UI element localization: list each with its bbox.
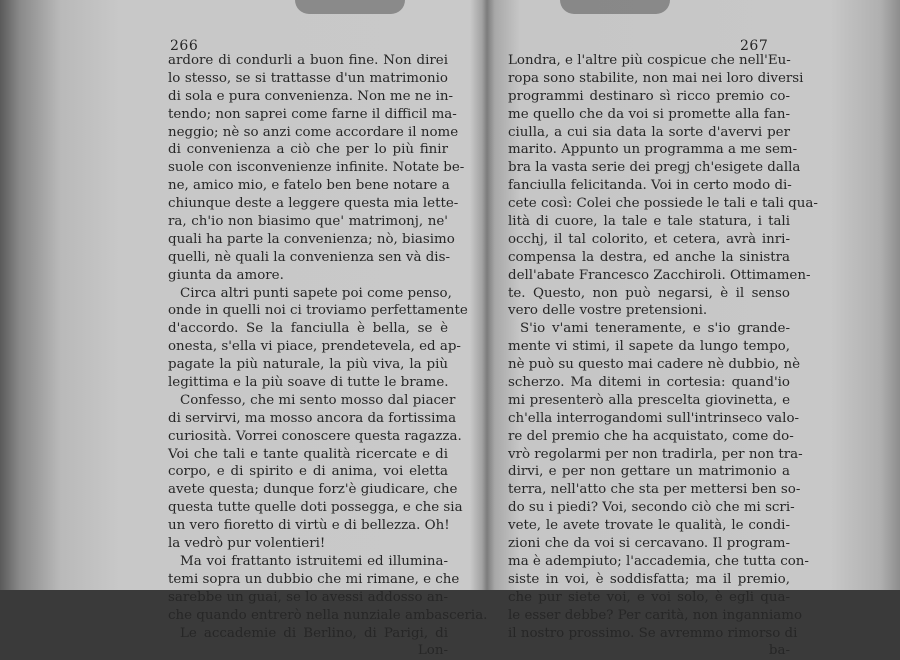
text-line: re del premio che ha acquistato, come do- (508, 428, 794, 444)
text-line: Voi che tali e tante qualità ricercate e di (168, 446, 448, 462)
text-line: vete, le avete trovate le qualità, le condi- (508, 518, 790, 534)
text-line: che quando entrerò nella nunziale ambasceria. (168, 607, 488, 623)
text-line: Le accademie di Berlino, di Parigi, di (180, 625, 448, 641)
text-line: zioni che da voi si cercavano. Il program- (508, 536, 790, 552)
text-line: corpo, e di spirito e di anima, voi eletta (168, 464, 448, 480)
text-line: Londra, e l'altre più cospicue che nell'Eu- (508, 53, 791, 68)
text-line: dell'abate Francesco Zacchiroli. Ottimamen- (508, 267, 811, 283)
text-line: quelli, nè quali la convenienza sen và dis- (168, 249, 450, 265)
text-line: te. Questo, non può negarsi, è il senso (508, 285, 790, 301)
text-line: quali ha parte la convenienza; nò, biasimo (168, 231, 455, 247)
text-line: avete questa; dunque forz'è giudicare, che (168, 482, 458, 498)
text-line: la vedrò pur volentieri! (168, 536, 326, 552)
text-line: me quello che da voi si promette alla fan- (508, 106, 790, 122)
text-line: tendo; non saprei come farne il difficil ma- (168, 106, 457, 122)
text-line: giunta da amore. (168, 267, 284, 283)
text-line: Lon- (417, 643, 448, 659)
text-line: lità di cuore, la tale e tale statura, i tali (508, 214, 790, 230)
text-line: di servirvi, ma mosso ancora da fortissima (168, 410, 457, 426)
text-line: S'io v'ami teneramente, e s'io grande- (520, 321, 790, 337)
text-line: ne, amico mio, e fatelo ben bene notare a (168, 178, 450, 194)
text-line: do su i piedi? Voi, secondo ciò che mi scri- (508, 500, 795, 516)
left-page-number: 266 (170, 38, 199, 54)
text-line: ciulla, a cui sia data la sorte d'avervi per (508, 124, 790, 140)
text-line: programmi destinaro sì ricco premio co- (508, 88, 790, 104)
text-line: lo stesso, se si trattasse d'un matrimonio (168, 70, 448, 86)
text-line: scherzo. Ma ditemi in cortesia: quand'io (508, 375, 790, 391)
text-line: che pur siete voi, e voi solo, è egli qua- (508, 589, 790, 605)
text-line: fanciulla felicitanda. Voi in certo modo di- (508, 178, 792, 194)
text-line: ardore di condurli a buon fine. Non direi (168, 53, 448, 68)
text-line: mente vi stimi, il sapete da lungo tempo, (508, 339, 790, 355)
text-line: bra la vasta serie dei pregj ch'esigete dalla (508, 160, 801, 176)
text-line: le esser debbe? Per carità, non inganniamo (508, 607, 803, 623)
text-line: marito. Appunto un programma a me sem- (508, 142, 798, 158)
text-line: chiunque deste a leggere questa mia lette- (168, 196, 459, 212)
text-line: neggio; nè so anzi come accordare il nome (168, 124, 459, 140)
text-line: Confesso, che mi sento mosso dal piacer (180, 392, 456, 408)
text-line: di sola e pura convenienza. Non me ne in- (168, 88, 454, 104)
text-line: d'accordo. Se la fanciulla è bella, se è (168, 321, 448, 337)
text-line: terra, nell'atto che sta per mettersi ben so- (508, 482, 801, 498)
text-line: temi sopra un dubbio che mi rimane, e che (168, 571, 460, 587)
right-page (500, 0, 818, 659)
text-line: suole con isconvenienze infinite. Notate be- (168, 160, 465, 176)
text-line: onesta, s'ella vi piace, prendetevela, ed ap- (168, 339, 461, 355)
text-line: compensa la destra, ed anche la sinistra (508, 249, 790, 265)
text-line: ropa sono stabilite, non mai nei loro diversi (508, 70, 804, 86)
text-line: di convenienza a ciò che per lo più finir (168, 142, 448, 158)
left-page (84, 0, 488, 659)
text-line: mi presenterò alla prescelta giovinetta, e (508, 392, 790, 408)
text-line: ma è adempiuto; l'accademia, che tutta con- (508, 553, 809, 569)
text-line: il nostro prossimo. Se avremmo rimorso di (508, 625, 798, 641)
text-line: dirvi, e per non gettare un matrimonio a (508, 464, 790, 480)
text-line: curiosità. Vorrei conoscere questa ragazza. (168, 428, 462, 444)
right-page-text (508, 52, 818, 660)
text-line: Ma voi frattanto istruitemi ed illumina- (180, 553, 448, 569)
right-page-number: 267 (740, 38, 769, 54)
text-line: vrò regolarmi per non tradirla, per non tra- (508, 446, 803, 462)
left-page-text (168, 52, 488, 660)
text-line: sarebbe un guai, se lo avessi addosso an- (168, 589, 448, 605)
text-line: ch'ella interrogandomi sull'intrinseco valo- (508, 410, 800, 426)
text-line: onde in quelli noi ci troviamo perfettamente (168, 303, 468, 319)
text-line: ra, ch'io non biasimo que' matrimonj, ne' (168, 214, 448, 230)
text-line: siste in voi, è soddisfatta; ma il premio, (508, 571, 790, 587)
text-line: occhj, il tal colorito, et cetera, avrà inri- (508, 231, 790, 247)
text-line: un vero fioretto di virtù e di bellezza. Oh! (168, 518, 450, 534)
text-line: vero delle vostre pretensioni. (508, 303, 708, 319)
text-line: pagate la più naturale, la più viva, la più (168, 357, 448, 373)
text-line: nè può su questo mai cadere nè dubbio, nè (508, 357, 801, 373)
text-line: legittima e la più soave di tutte le brame. (168, 375, 449, 391)
text-line: questa tutte quelle doti possegga, e che sia (168, 500, 463, 516)
text-line: cete così: Colei che possiede le tali e tali qua- (508, 196, 818, 212)
text-line: ba- (768, 643, 790, 659)
text-line: Circa altri punti sapete poi come penso, (180, 285, 452, 301)
